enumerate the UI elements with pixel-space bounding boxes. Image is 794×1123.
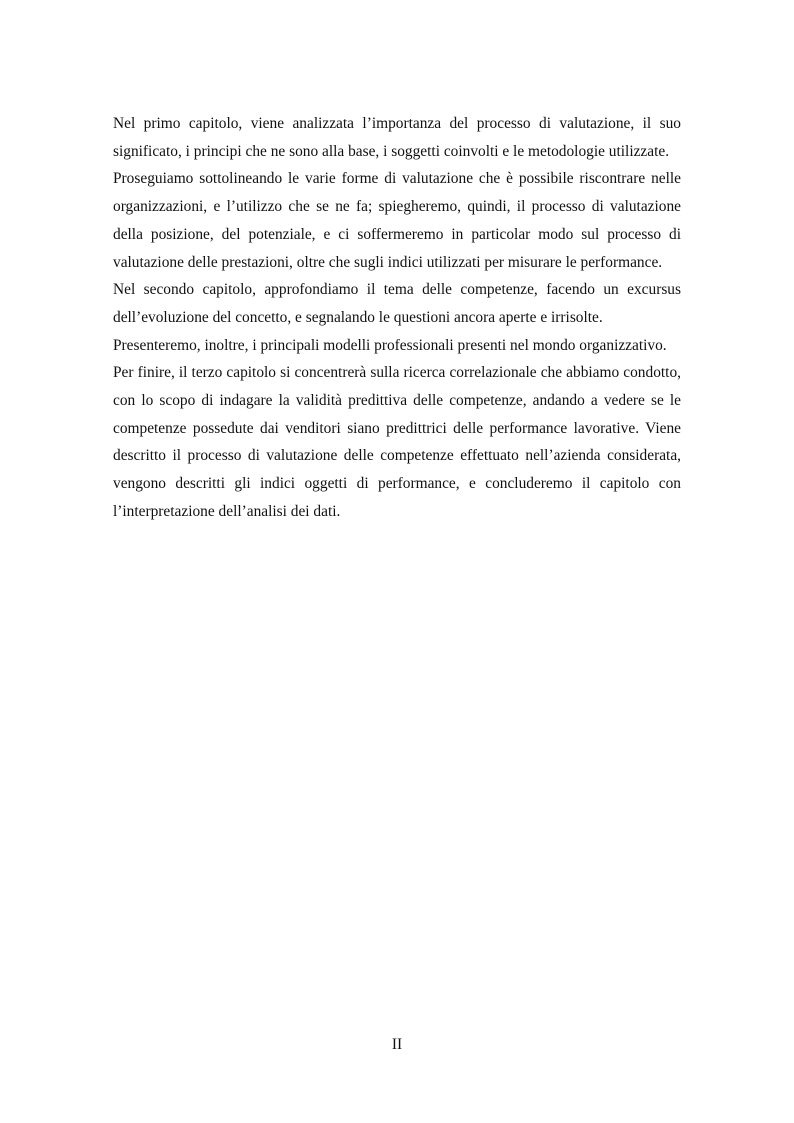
paragraph-2: Proseguiamo sottolineando le varie forme di valutazione che è possibile riscontrare nelle organizzazioni, e l’utilizzo che se ne fa; spiegheremo, quindi, il processo di valutazione della posizione, del potenziale, e ci soffermeremo in particolar modo sul processo di valutazione delle prestazioni, oltre che sugli indici utilizzati per misurare le performance. — [113, 170, 681, 271]
paragraph-1: Nel primo capitolo, viene analizzata l’importanza del processo di valutazione, il suo significato, i principi che ne sono alla base, i soggetti coinvolti e le metodologie utilizzate. — [113, 115, 681, 160]
paragraph-3: Nel secondo capitolo, approfondiamo il tema delle competenze, facendo un excursus dell’evoluzione del concetto, e segnalando le questioni ancora aperte e irrisolte. — [113, 281, 681, 326]
paragraph-5: Per finire, il terzo capitolo si concentrerà sulla ricerca correlazionale che abbiamo condotto, con lo scopo di indagare la validità predittiva delle competenze, andando a vedere se le competenze possedute dai venditori siano predittrici delle performance lavorative. Viene descritto il processo di valutazione delle competenze effettuato nell’azienda considerata, vengono descritti gli indici oggetti di performance, e concluderemo il capitolo con l’interpretazione dell’analisi dei dati. — [113, 364, 681, 520]
body-text — [113, 110, 681, 526]
paragraph-4: Presenteremo, inoltre, i principali modelli professionali presenti nel mondo organizzativo. — [113, 336, 667, 354]
page-number: II — [391, 1036, 403, 1053]
